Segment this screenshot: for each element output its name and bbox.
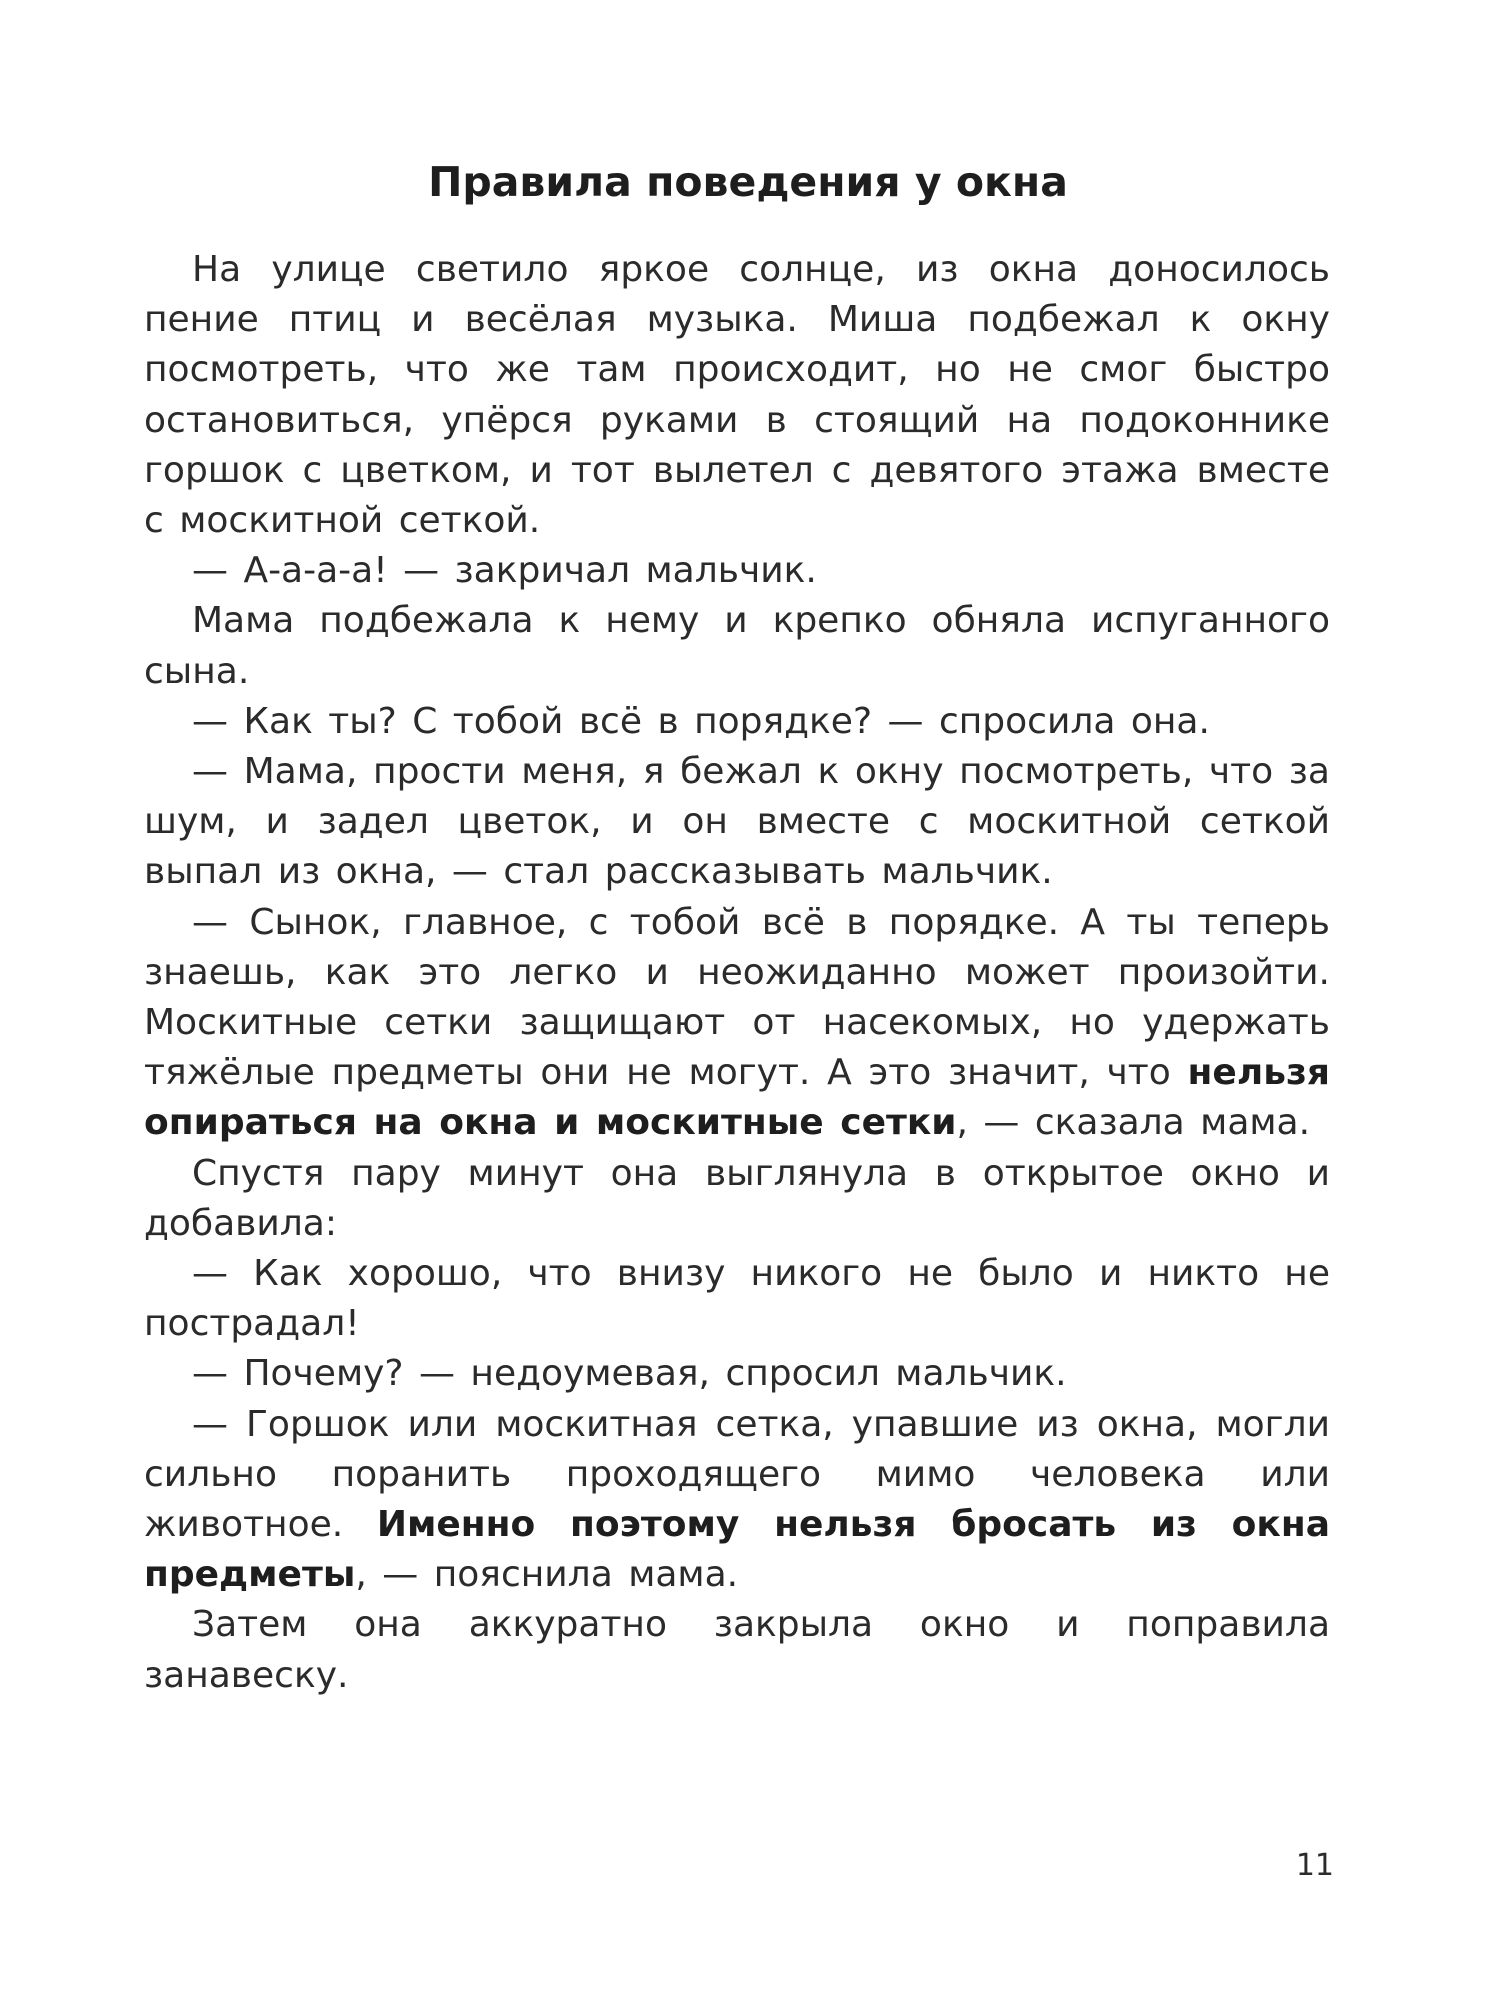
paragraph-text: — Горшок или москитная сетка, упавшие из окна, могли сильно поранить проходящего мимо человека или животное.	[144, 1403, 1330, 1546]
paragraph-text: , — пояснила мама.	[355, 1554, 739, 1596]
bold-rule: Именно поэтому нельзя бросать из окна предметы	[144, 1504, 1330, 1596]
paragraph: Спустя пару минут она выглянула в открытое окно и добавила:	[144, 1152, 1330, 1244]
paragraph: — Почему? — недоумевая, спросил мальчик.	[192, 1353, 1067, 1395]
page-number: 11	[1295, 1848, 1334, 1883]
paragraph: Мама подбежала к нему и крепко обняла испуганного сына.	[144, 600, 1330, 692]
paragraph: На улице светило яркое солнце, из окна доносилось пение птиц и весёлая музыка. Миша подбежал к окну посмотреть, что же там происходит, но не смог быстро остановиться, упёрся руками в стоящий на подоконнике горшок с цветком, и тот вылетел с девятого этажа вместе с москитной сеткой.	[144, 249, 1330, 542]
paragraph: Затем она аккуратно закрыла окно и поправила занавеску.	[144, 1604, 1330, 1696]
paragraph: — Как ты? С тобой всё в порядке? — спросила она.	[192, 700, 1210, 742]
paragraph-text: , — сказала мама.	[956, 1102, 1311, 1144]
bold-rule: нельзя опираться на окна и москитные сетки	[144, 1052, 1330, 1144]
paragraph-text: — Сынок, главное, с тобой всё в порядке. А ты теперь знаешь, как это легко и неожиданно может произойти. Москитные сетки защищают от насекомых, но удержать тяжёлые предметы они не могут. А это значит, что	[144, 901, 1330, 1094]
paragraph	[144, 1400, 1330, 1601]
paragraph: — Мама, прости меня, я бежал к окну посмотреть, что за шум, и задел цветок, и он вместе с москитной сеткой выпал из окна, — стал рассказывать мальчик.	[144, 751, 1330, 893]
paragraph: — Как хорошо, что внизу никого не было и никто не пострадал!	[144, 1253, 1330, 1345]
story-text	[144, 245, 1330, 1701]
page-title: Правила поведения у окна	[428, 158, 1068, 206]
paragraph: — А-а-а-а! — закричал мальчик.	[192, 550, 817, 592]
paragraph	[144, 898, 1330, 1149]
